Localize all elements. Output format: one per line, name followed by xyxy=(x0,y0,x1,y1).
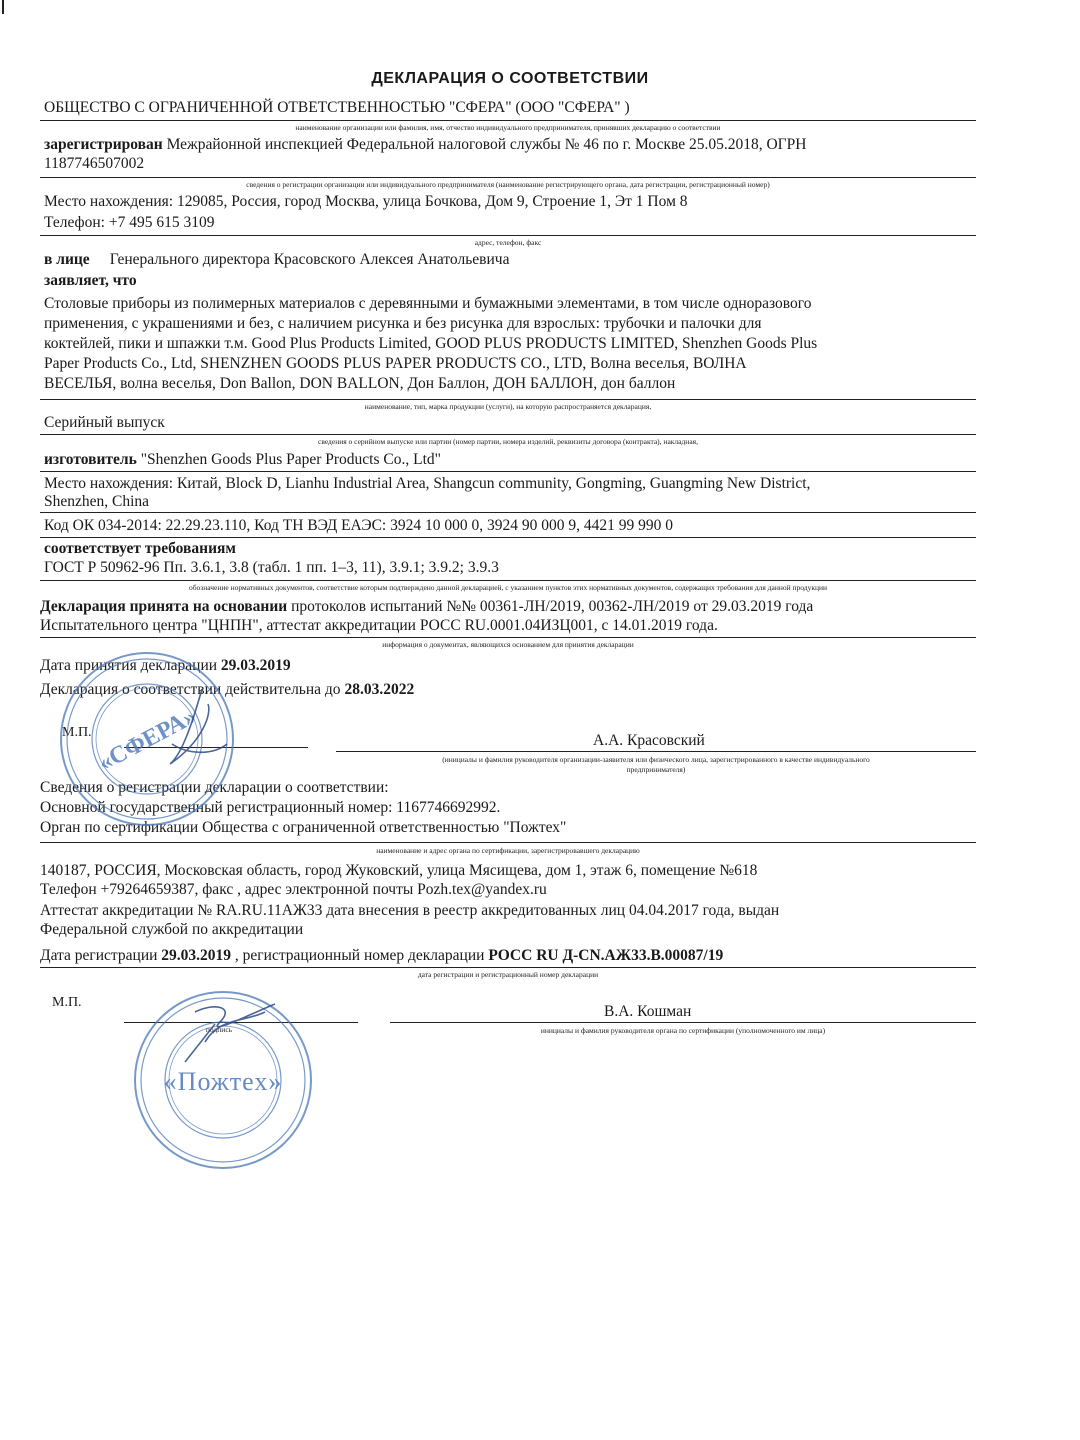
body-accreditation: Федеральной службой по аккредитации xyxy=(40,921,304,938)
divider xyxy=(40,512,976,513)
registration-heading: Сведения о регистрации декларации о соответствии: xyxy=(40,779,389,796)
product-line: коктейлей, пики и шпажки т.м. Good Plus Products Limited, GOOD PLUS PRODUCTS LIMITED, Shenzhen Goods Plus xyxy=(44,335,818,352)
in-person-label: в лице xyxy=(44,251,90,268)
divider xyxy=(390,1022,976,1023)
signature-caption: подпись xyxy=(205,1025,233,1034)
basis-text: протоколов испытаний №№ 00361-ЛН/2019, 00362-ЛН/2019 от 29.03.2019 года xyxy=(291,598,814,615)
pozhtech-seal-center-text: «Пожтех» xyxy=(163,1067,283,1096)
signatory-caption: предпринимателя) xyxy=(626,765,686,774)
divider xyxy=(40,637,976,638)
requirements-text: ГОСТ Р 50962-96 Пп. 3.6.1, 3.8 (табл. 1 пп. 1–3, 11), 3.9.1; 3.9.2; 3.9.3 xyxy=(44,559,499,576)
basis-line xyxy=(40,597,813,616)
org-name: ОБЩЕСТВО С ОГРАНИЧЕННОЙ ОТВЕТСТВЕННОСТЬЮ "СФЕРА" (ООО "СФЕРА" ) xyxy=(44,99,630,116)
manufacturer-address: Место нахождения: Китай, Block D, Lianhu Industrial Area, Shangcun community, Gongming, Guangming New District, xyxy=(44,475,811,492)
certification-body: Орган по сертификации Общества с ограниченной ответственностью "Пожтех" xyxy=(40,819,567,836)
in-person-line xyxy=(44,250,509,269)
applicant-signatory: А.А. Красовский xyxy=(593,732,705,749)
scan-corner-mark xyxy=(2,0,4,14)
ogrn: 1187746507002 xyxy=(44,155,145,172)
reg-number: РОСС RU Д-CN.АЖ33.В.00087/19 xyxy=(488,947,724,964)
manufacturer-line xyxy=(44,450,441,469)
divider xyxy=(40,235,976,236)
product-line: ВЕСЕЛЬЯ, волна веселья, Don Ballon, DON BALLON, Дон Баллон, ДОН БАЛЛОН, дон баллон xyxy=(44,375,676,392)
valid-date: 28.03.2022 xyxy=(344,681,415,698)
registration-date-line xyxy=(40,946,723,965)
serial-caption: сведения о серийном выпуске или партии (номер партии, номера изделий, реквизиты договора (контракта), накладная, xyxy=(318,437,698,446)
reg-caption: дата регистрации и регистрационный номер декларации xyxy=(417,970,599,979)
sfera-seal xyxy=(52,644,242,834)
org-name-caption: наименование организации или фамилия, имя, отчество индивидуального предпринимателя, принявших декларацию о соответствии xyxy=(295,123,721,132)
registered-text: Межрайонной инспекцией Федеральной налоговой службы № 46 по г. Москве 25.05.2018, ОГРН xyxy=(166,136,807,153)
manufacturer-label: изготовитель xyxy=(44,451,137,468)
serial-release: Серийный выпуск xyxy=(44,414,165,431)
reg-date: 29.03.2019 xyxy=(161,947,232,964)
requirements-caption: обозначение нормативных документов, соответствие которым подтверждено данной декларацией, с указанием пунктов этих нормативных документов, содержащих требования для данной продукции xyxy=(188,583,828,592)
manufacturer-address: Shenzhen, China xyxy=(44,493,150,510)
body-contacts: Телефон +79264659387, факс , адрес электронной почты Pozh.tex@yandex.ru xyxy=(40,881,547,898)
divider xyxy=(40,434,976,435)
product-caption: наименование, тип, марка продукции (услуги), на которую распространяется декларация, xyxy=(364,402,652,411)
registration-number: Основной государственный регистрационный номер: 1167746692992. xyxy=(40,799,501,816)
registered-line xyxy=(44,135,806,154)
manufacturer-name: "Shenzhen Goods Plus Paper Products Co., Ltd" xyxy=(140,451,441,468)
divider xyxy=(40,580,976,581)
divider xyxy=(40,967,976,968)
body-address: 140187, РОССИЯ, Московская область, город Жуковский, улица Мясищева, дом 1, этаж 6, помещение №618 xyxy=(40,862,758,879)
declares-label: заявляет, что xyxy=(44,272,137,289)
address-caption: адрес, телефон, факс xyxy=(474,238,542,247)
basis-text-2: Испытательного центра "ЦНПН", аттестат аккредитации РОСС RU.0001.04ИЗЦ001, с 14.01.2019 года. xyxy=(40,617,718,634)
accepted-label: Дата принятия декларации xyxy=(40,657,218,674)
registered-label: зарегистрирован xyxy=(44,136,163,153)
divider xyxy=(40,842,976,843)
body-signatory-caption: инициалы и фамилия руководителя органа по сертификации (уполномоченного им лица) xyxy=(540,1026,826,1035)
document-title: ДЕКЛАРАЦИЯ О СООТВЕТСТВИИ xyxy=(371,70,649,87)
mp-label: М.П. xyxy=(52,995,82,1010)
certification-body-caption: наименование и адрес органа по сертификации, зарегистрировавшего декларацию xyxy=(376,846,640,855)
org-address: Место нахождения: 129085, Россия, город Москва, улица Бочкова, Дом 9, Строение 1, Эт 1 Пом 8 xyxy=(44,193,688,210)
basis-caption: информация о документах, являющихся основанием для принятия декларации xyxy=(382,640,634,649)
basis-label: Декларация принята на основании xyxy=(40,598,288,615)
registration-caption: сведения о регистрации организации или индивидуального предпринимателя (наименование регистрирующего органа, дата регистрации, регистрационный номер) xyxy=(246,180,770,189)
mp-label: М.П. xyxy=(62,725,92,740)
reg-date-label: Дата регистрации xyxy=(40,947,158,964)
product-line: Столовые приборы из полимерных материалов с деревянными и бумажными элементами, в том числе одноразового xyxy=(44,295,812,312)
divider xyxy=(40,120,976,121)
valid-label: Декларация о соответствии действительна до xyxy=(40,681,341,698)
body-signatory: В.А. Кошман xyxy=(604,1003,692,1020)
product-line: Paper Products Co., Ltd, SHENZHEN GOODS PLUS PAPER PRODUCTS CO., LTD, Волна веселья, ВОЛНА xyxy=(44,355,747,372)
divider xyxy=(336,751,976,752)
body-accreditation: Аттестат аккредитации № RA.RU.11АЖ33 дата внесения в реестр аккредитованных лиц 04.04.2017 года, выдан xyxy=(40,902,780,919)
accepted-date: 29.03.2019 xyxy=(220,657,291,674)
org-phone: Телефон: +7 495 615 3109 xyxy=(44,214,215,231)
divider xyxy=(40,537,976,538)
divider xyxy=(40,471,976,472)
sfera-seal-center-text: «СФЕРА» xyxy=(94,703,201,777)
classification-codes: Код ОК 034-2014: 22.29.23.110, Код ТН ВЭД ЕАЭС: 3924 10 000 0, 3924 90 000 9, 4421 99 990 0 xyxy=(44,517,673,534)
requirements-label: соответствует требованиям xyxy=(44,540,236,557)
reg-number-label: , регистрационный номер декларации xyxy=(234,947,485,964)
divider xyxy=(40,399,976,400)
signatory-caption: (инициалы и фамилия руководителя организации-заявителя или физического лица, зарегистрированного в качестве индивидуального xyxy=(442,755,870,764)
signature-scribble xyxy=(185,1004,275,1062)
pozhtech-seal xyxy=(125,982,321,1178)
in-person-text: Генерального директора Красовского Алексея Анатольевича xyxy=(109,251,510,268)
product-line: применения, с украшениями и без, с наличием рисунка и без рисунка для взрослых: трубочки и палочки для xyxy=(44,315,762,332)
divider xyxy=(40,177,976,178)
